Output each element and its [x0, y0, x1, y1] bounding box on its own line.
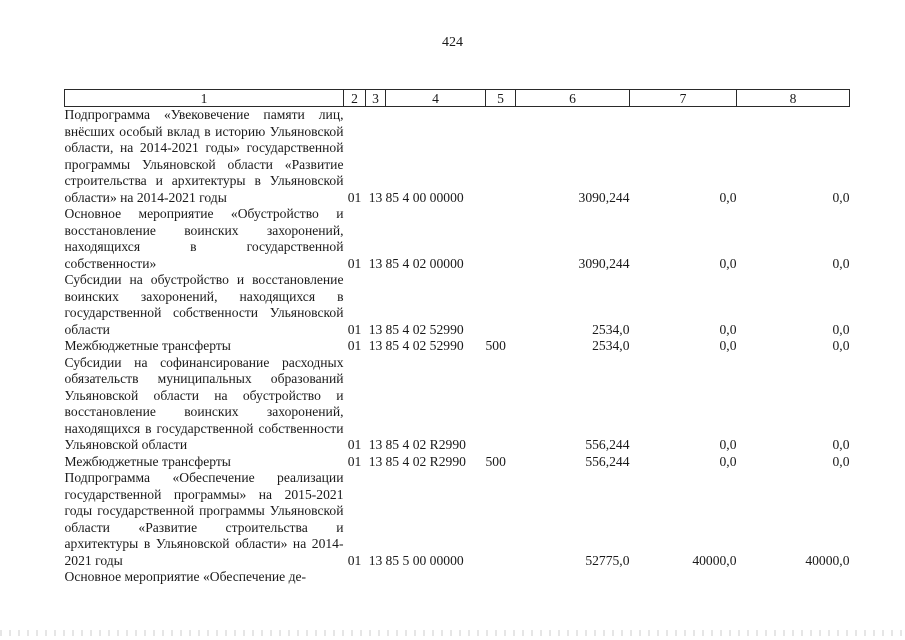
table-row	[65, 569, 850, 586]
row-name: Подпрограмма «Обеспечение реализации государственной программы» на 2015-2021 годы государственной программы Ульяновской области «Развитие строительства и архитектуры в Ульяновской области» на 2014-2021 годы	[64, 470, 344, 568]
amount-col-7	[630, 569, 737, 586]
row-name: Субсидии на софинансирование расходных обязательств муниципальных образований Ульяновской области на обустройство и восстановление воинских захоронений, находящихся в государственной собственности Ульяновской области	[64, 354, 344, 452]
expense-type-code: 500	[485, 453, 506, 469]
table-row	[65, 206, 850, 272]
expense-type-code	[486, 272, 516, 338]
amount-col-7: 0,0	[719, 453, 737, 469]
row-name: Подпрограмма «Увековечение памяти лиц, внёсших особый вклад в историю Ульяновской области, на 2014-2021 годы» государственной программы Ульяновской области «Развитие строительства и архитектуры в Ульяновской области» на 2014-2021 годы	[64, 107, 344, 205]
amount-col-6: 52775,0	[585, 552, 630, 568]
amount-col-6: 556,244	[585, 453, 630, 469]
expense-type-code	[486, 107, 516, 207]
expense-type-code	[486, 470, 516, 569]
target-article-code: 85 4 02 R2990	[385, 453, 466, 469]
expense-type-code	[486, 355, 516, 454]
column-header-4: 4	[386, 90, 486, 107]
amount-col-8: 0,0	[832, 255, 850, 271]
row-name: Основное мероприятие «Обеспечение де-	[64, 569, 307, 584]
row-name: Межбюджетные трансферты	[64, 338, 231, 353]
amount-col-8: 0,0	[832, 453, 850, 469]
target-article-code: 85 4 02 52990	[385, 338, 464, 353]
expense-type-code: 500	[485, 338, 506, 353]
header-row	[65, 90, 850, 107]
column-header-5: 5	[486, 90, 516, 107]
section-code: 01	[347, 189, 362, 205]
subsection-code: 13	[368, 255, 383, 271]
amount-col-8: 0,0	[832, 338, 850, 353]
table-row	[65, 470, 850, 569]
column-header-7: 7	[630, 90, 737, 107]
subsection-code: 13	[368, 321, 383, 337]
amount-col-8: 0,0	[832, 437, 850, 452]
amount-col-6: 2534,0	[592, 338, 630, 353]
target-article-code	[386, 569, 486, 586]
section-code: 01	[347, 453, 362, 469]
table-row	[65, 107, 850, 207]
expense-type-code	[486, 569, 516, 586]
row-name: Основное мероприятие «Обустройство и восстановление воинских захоронений, находящихся в государственной собственности»	[64, 206, 344, 271]
row-name: Субсидии на обустройство и восстановление воинских захоронений, находящихся в государственной собственности Ульяновской области	[64, 272, 344, 337]
amount-col-7: 0,0	[719, 189, 737, 205]
amount-col-6: 2534,0	[592, 321, 630, 337]
amount-col-6: 3090,244	[578, 189, 630, 205]
amount-col-8: 0,0	[832, 321, 850, 337]
amount-col-7: 0,0	[719, 321, 737, 337]
amount-col-8: 40000,0	[805, 552, 850, 568]
budget-table	[64, 89, 850, 586]
section-code: 01	[347, 552, 362, 568]
amount-col-7: 0,0	[719, 437, 737, 452]
amount-col-7: 40000,0	[692, 552, 737, 568]
table-row	[65, 355, 850, 454]
subsection-code: 13	[368, 189, 383, 205]
table-row	[65, 454, 850, 471]
subsection-code: 13	[368, 453, 383, 469]
scan-edge-marks	[0, 630, 905, 636]
table-row	[65, 338, 850, 355]
subsection-code: 13	[368, 437, 383, 452]
subsection-code: 13	[368, 338, 383, 353]
target-article-code: 85 4 02 00000	[385, 255, 464, 271]
amount-col-8	[737, 569, 850, 586]
section-code	[344, 569, 366, 586]
amount-col-6: 3090,244	[578, 255, 630, 271]
section-code: 01	[347, 437, 362, 452]
expense-type-code	[486, 206, 516, 272]
target-article-code: 85 5 00 00000	[385, 552, 464, 568]
amount-col-6: 556,244	[585, 437, 630, 452]
table-body	[65, 107, 850, 586]
amount-col-7: 0,0	[719, 338, 737, 353]
target-article-code: 85 4 02 R2990	[385, 437, 466, 452]
amount-col-8: 0,0	[832, 189, 850, 205]
amount-col-7: 0,0	[719, 255, 737, 271]
column-header-3: 3	[366, 90, 386, 107]
column-header-6: 6	[516, 90, 630, 107]
column-header-8: 8	[737, 90, 850, 107]
target-article-code: 85 4 00 00000	[385, 189, 464, 205]
subsection-code: 13	[368, 552, 383, 568]
target-article-code: 85 4 02 52990	[385, 321, 464, 337]
section-code: 01	[347, 338, 362, 353]
page-number: 424	[442, 35, 463, 50]
amount-col-6	[516, 569, 630, 586]
row-name: Межбюджетные трансферты	[64, 453, 231, 469]
table-header	[65, 90, 850, 107]
section-code: 01	[347, 321, 362, 337]
column-header-2: 2	[344, 90, 366, 107]
table-row	[65, 272, 850, 338]
subsection-code	[366, 569, 386, 586]
column-header-1: 1	[65, 90, 344, 107]
section-code: 01	[347, 255, 362, 271]
